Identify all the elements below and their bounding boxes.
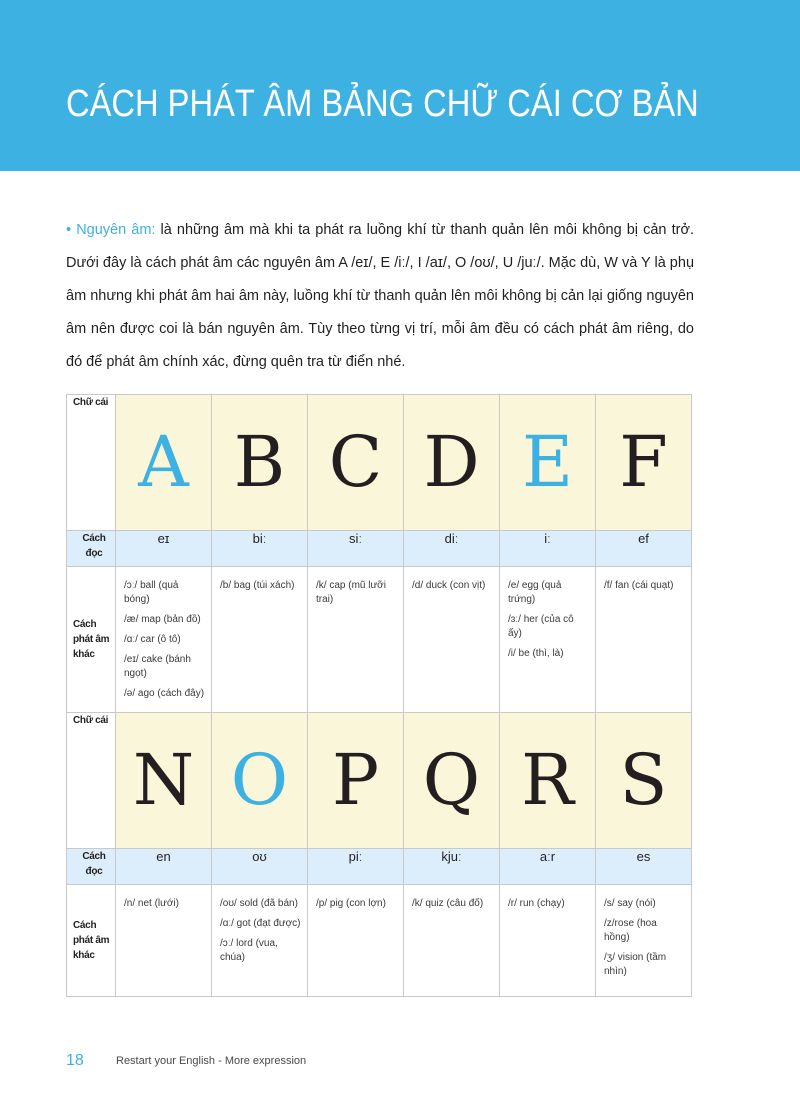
- other-pronunciation-cell: [116, 567, 212, 713]
- letter-glyph: C: [328, 421, 383, 503]
- pronunciation-item: /ɑː/ got (đạt được): [220, 918, 301, 929]
- page-number: 18: [66, 1052, 84, 1069]
- pronunciation-item: /d/ duck (con vịt): [412, 580, 486, 591]
- letter-glyph: R: [521, 739, 574, 821]
- reading-cell: en: [116, 849, 212, 885]
- reading-cell: oʊ: [212, 849, 308, 885]
- letter-cell: [308, 395, 404, 531]
- letter-glyph: O: [230, 739, 289, 821]
- letter-cell: [596, 395, 692, 531]
- letter-row: [67, 713, 692, 849]
- letter-cell: [212, 395, 308, 531]
- pronunciation-item: /s/ say (nói): [604, 898, 656, 909]
- other-pronunciation-cell: [500, 567, 596, 713]
- reading-row-label: Cách đọc: [67, 849, 116, 885]
- letter-row: [67, 395, 692, 531]
- reading-cell: ef: [596, 531, 692, 567]
- pronunciation-list: [308, 885, 403, 911]
- reading-cell: kjuː: [404, 849, 500, 885]
- pronunciation-item: /p/ pig (con lợn): [316, 898, 386, 909]
- pronunciation-item: /f/ fan (cái quạt): [604, 580, 674, 591]
- reading-cell: piː: [308, 849, 404, 885]
- other-pronunciation-cell: [116, 885, 212, 997]
- reading-row-label: Cách đọc: [67, 531, 116, 567]
- other-pronunciation-cell: [596, 567, 692, 713]
- pronunciation-item: /eɪ/ cake (bánh ngọt): [124, 654, 191, 679]
- bullet-icon: •: [66, 222, 72, 238]
- reading-cell: siː: [308, 531, 404, 567]
- book-title: Restart your English - More expression: [116, 1055, 307, 1067]
- pronunciation-item: /k/ cap (mũ lưỡi trai): [316, 580, 386, 605]
- reading-cell: iː: [500, 531, 596, 567]
- other-pronunciation-cell: [404, 567, 500, 713]
- pronunciation-list: [116, 567, 211, 701]
- other-pronunciation-cell: [404, 885, 500, 997]
- other-pronunciation-label: Cách phát âm khác: [67, 567, 116, 713]
- pronunciation-list: [596, 567, 691, 593]
- pronunciation-item: /æ/ map (bản đồ): [124, 614, 201, 625]
- reading-cell: es: [596, 849, 692, 885]
- letter-glyph: P: [331, 739, 380, 821]
- pronunciation-list: [404, 567, 499, 593]
- page-title: CÁCH PHÁT ÂM BẢNG CHỮ CÁI CƠ BẢN: [66, 83, 699, 125]
- other-pronunciation-row: [67, 567, 692, 713]
- letter-row-label: Chữ cái: [67, 713, 116, 849]
- other-pronunciation-cell: [212, 885, 308, 997]
- pronunciation-item: /i/ be (thì, là): [508, 648, 564, 659]
- other-pronunciation-cell: [212, 567, 308, 713]
- pronunciation-list: [404, 885, 499, 911]
- letter-glyph: N: [132, 739, 195, 821]
- pronunciation-item: /k/ quiz (câu đố): [412, 898, 484, 909]
- pronunciation-item: /n/ net (lưới): [124, 898, 179, 909]
- pronunciation-list: [596, 885, 691, 979]
- letter-cell: [308, 713, 404, 849]
- pronunciation-item: /r/ run (chạy): [508, 898, 565, 909]
- reading-row: [67, 849, 692, 885]
- alphabet-table: [66, 394, 692, 997]
- alphabet-table-body: [67, 395, 692, 997]
- letter-glyph: Q: [422, 739, 481, 821]
- reading-cell: biː: [212, 531, 308, 567]
- letter-row-label: Chữ cái: [67, 395, 116, 531]
- pronunciation-list: [212, 567, 307, 593]
- pronunciation-item: /ə/ ago (cách đây): [124, 688, 205, 699]
- letter-cell: [596, 713, 692, 849]
- pronunciation-list: [500, 885, 595, 911]
- intro-paragraph: [66, 214, 694, 379]
- intro-term: Nguyên âm:: [76, 222, 156, 238]
- reading-cell: eɪ: [116, 531, 212, 567]
- other-pronunciation-cell: [500, 885, 596, 997]
- letter-cell: [500, 395, 596, 531]
- letter-cell: [500, 713, 596, 849]
- pronunciation-item: /b/ bag (túi xách): [220, 580, 295, 591]
- other-pronunciation-cell: [308, 885, 404, 997]
- letter-glyph: F: [619, 421, 668, 503]
- letter-cell: [212, 713, 308, 849]
- other-pronunciation-cell: [308, 567, 404, 713]
- pronunciation-list: [116, 885, 211, 911]
- letter-glyph: E: [521, 421, 574, 503]
- pronunciation-list: [308, 567, 403, 607]
- other-pronunciation-row: [67, 885, 692, 997]
- reading-cell: diː: [404, 531, 500, 567]
- pronunciation-item: /ɔː/ ball (quả bóng): [124, 580, 179, 605]
- pronunciation-item: /z/rose (hoa hồng): [604, 918, 657, 943]
- other-pronunciation-cell: [596, 885, 692, 997]
- reading-row: [67, 531, 692, 567]
- letter-glyph: A: [138, 421, 189, 503]
- letter-cell: [116, 395, 212, 531]
- intro-text: là những âm mà khi ta phát ra luồng khí từ thanh quản lên môi không bị cản trở. Dưới đây là cách phát âm các nguyên âm A /eɪ/, E /iː/, I /aɪ/, O /oʊ/, U /juː/. Mặc dù, W và Y là phụ âm nhưng khi phát âm hai âm này, luồng khí từ thanh quản lên môi không bị cản lại giống nguyên âm nên được coi là bán nguyên âm. Tùy theo từng vị trí, mỗi âm đều có cách phát âm riêng, do đó để phát âm chính xác, đừng quên tra từ điển nhé.: [66, 222, 695, 370]
- pronunciation-item: /ɔː/ lord (vua, chúa): [220, 938, 278, 963]
- pronunciation-item: /ɜː/ her (của cô ấy): [508, 614, 574, 639]
- pronunciation-item: /e/ egg (quả trứng): [508, 580, 562, 605]
- pronunciation-item: /oʊ/ sold (đã bán): [220, 898, 298, 909]
- pronunciation-item: /ʒ/ vision (tầm nhìn): [604, 952, 667, 977]
- letter-cell: [404, 713, 500, 849]
- letter-cell: [404, 395, 500, 531]
- letter-glyph: B: [233, 421, 286, 503]
- letter-glyph: D: [423, 421, 480, 503]
- letter-glyph: S: [619, 739, 668, 821]
- pronunciation-list: [500, 567, 595, 661]
- other-pronunciation-label: Cách phát âm khác: [67, 885, 116, 997]
- reading-cell: aːr: [500, 849, 596, 885]
- pronunciation-item: /ɑː/ car (ô tô): [124, 634, 181, 645]
- letter-cell: [116, 713, 212, 849]
- pronunciation-list: [212, 885, 307, 965]
